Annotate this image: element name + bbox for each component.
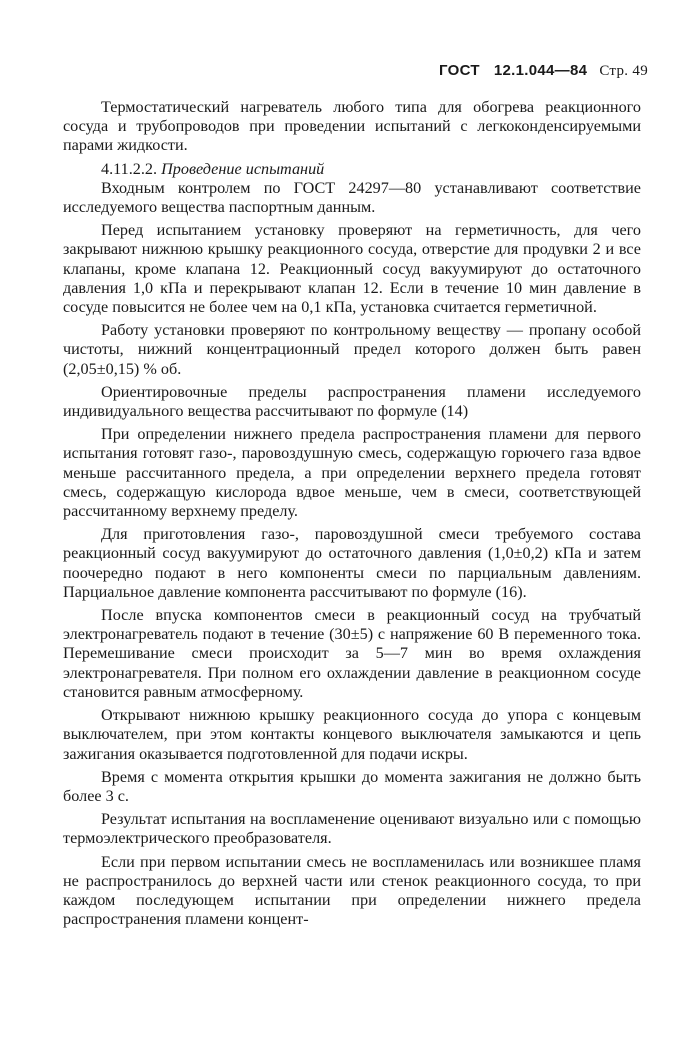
paragraph: Перед испытанием установку проверяют на герметичность, для чего закрывают нижнюю крышку реакционного сосуда, отверстие для продувки 2 и все клапаны, кроме клапана 12. Реакционный сосуд вакуумируют до остаточного давления 1,0 кПа и перекрывают клапан 12. Если в течение 10 мин давление в сосуде повысится не более чем на 0,1 кПа, установка считается герметичной. xyxy=(63,221,641,317)
paragraph: Время с момента открытия крышки до момента зажигания не должно быть более 3 с. xyxy=(63,767,641,805)
section-title: Проведение испытаний xyxy=(161,159,325,178)
section-heading xyxy=(63,160,641,179)
document-body xyxy=(63,98,641,933)
paragraph: Для приготовления газо-, паровоздушной смеси требуемого состава реакционный сосуд вакуумируют до остаточного давления (1,0±0,2) кПа и затем поочередно подают в него компоненты смеси по парциальным давлениям. Парциальное давление компонента рассчитывают по формуле (16). xyxy=(63,525,641,601)
page-header xyxy=(439,62,648,80)
paragraph: Ориентировочные пределы распространения пламени исследуемого индивидуального вещества рассчитывают по формуле (14) xyxy=(63,382,641,421)
standard-code: 12.1.044—84 xyxy=(493,62,588,79)
paragraph: После впуска компонентов смеси в реакционный сосуд на трубчатый электронагреватель подают в течение (30±5) с напряжение 60 В переменного тока. Перемешивание смеси происходит за 5—7 мин во время охлаждения электронагревателя. При полном его охлаждении давление в реакционном сосуде становится равным атмосферному. xyxy=(63,606,641,701)
paragraph: Работу установки проверяют по контрольному веществу — пропану особой чистоты, нижний концентрационный предел которого должен быть равен (2,05±0,15) % об. xyxy=(63,321,641,378)
page-label: Стр. xyxy=(599,63,629,79)
page-number: 49 xyxy=(632,63,648,79)
paragraph: При определении нижнего предела распространения пламени для первого испытания готовят газо-, паровоздушную смесь, содержащую горючего газа вдвое меньше рассчитанного предела, а при определении верхнего предела готовят смесь, содержащую кислорода вдвое меньше, чем в смеси, соответствующей рассчитанному верхнему пределу. xyxy=(63,425,641,521)
standard-label: ГОСТ xyxy=(439,62,480,79)
paragraph: Если при первом испытании смесь не воспламенилась или возникшее пламя не распространилось до верхней части или стенок реакционного сосуда, то при каждом последующем испытании при определении нижнего предела распространения пламени концент- xyxy=(63,852,641,929)
paragraph: Результат испытания на воспламенение оценивают визуально или с помощью термоэлектрического преобразователя. xyxy=(63,810,641,848)
paragraph: Термостатический нагреватель любого типа для обогрева реакционного сосуда и трубопроводов при проведении испытаний с легкоконденсируемыми парами жидкости. xyxy=(63,98,641,155)
paragraph: Открывают нижнюю крышку реакционного сосуда до упора с концевым выключателем, при этом контакты концевого выключателя замыкаются и цепь зажигания оказывается подготовленной для подачи искры. xyxy=(63,706,641,763)
paragraph: Входным контролем по ГОСТ 24297—80 устанавливают соответствие исследуемого вещества паспортным данным. xyxy=(63,178,641,217)
section-number: 4.11.2.2. xyxy=(101,159,158,178)
